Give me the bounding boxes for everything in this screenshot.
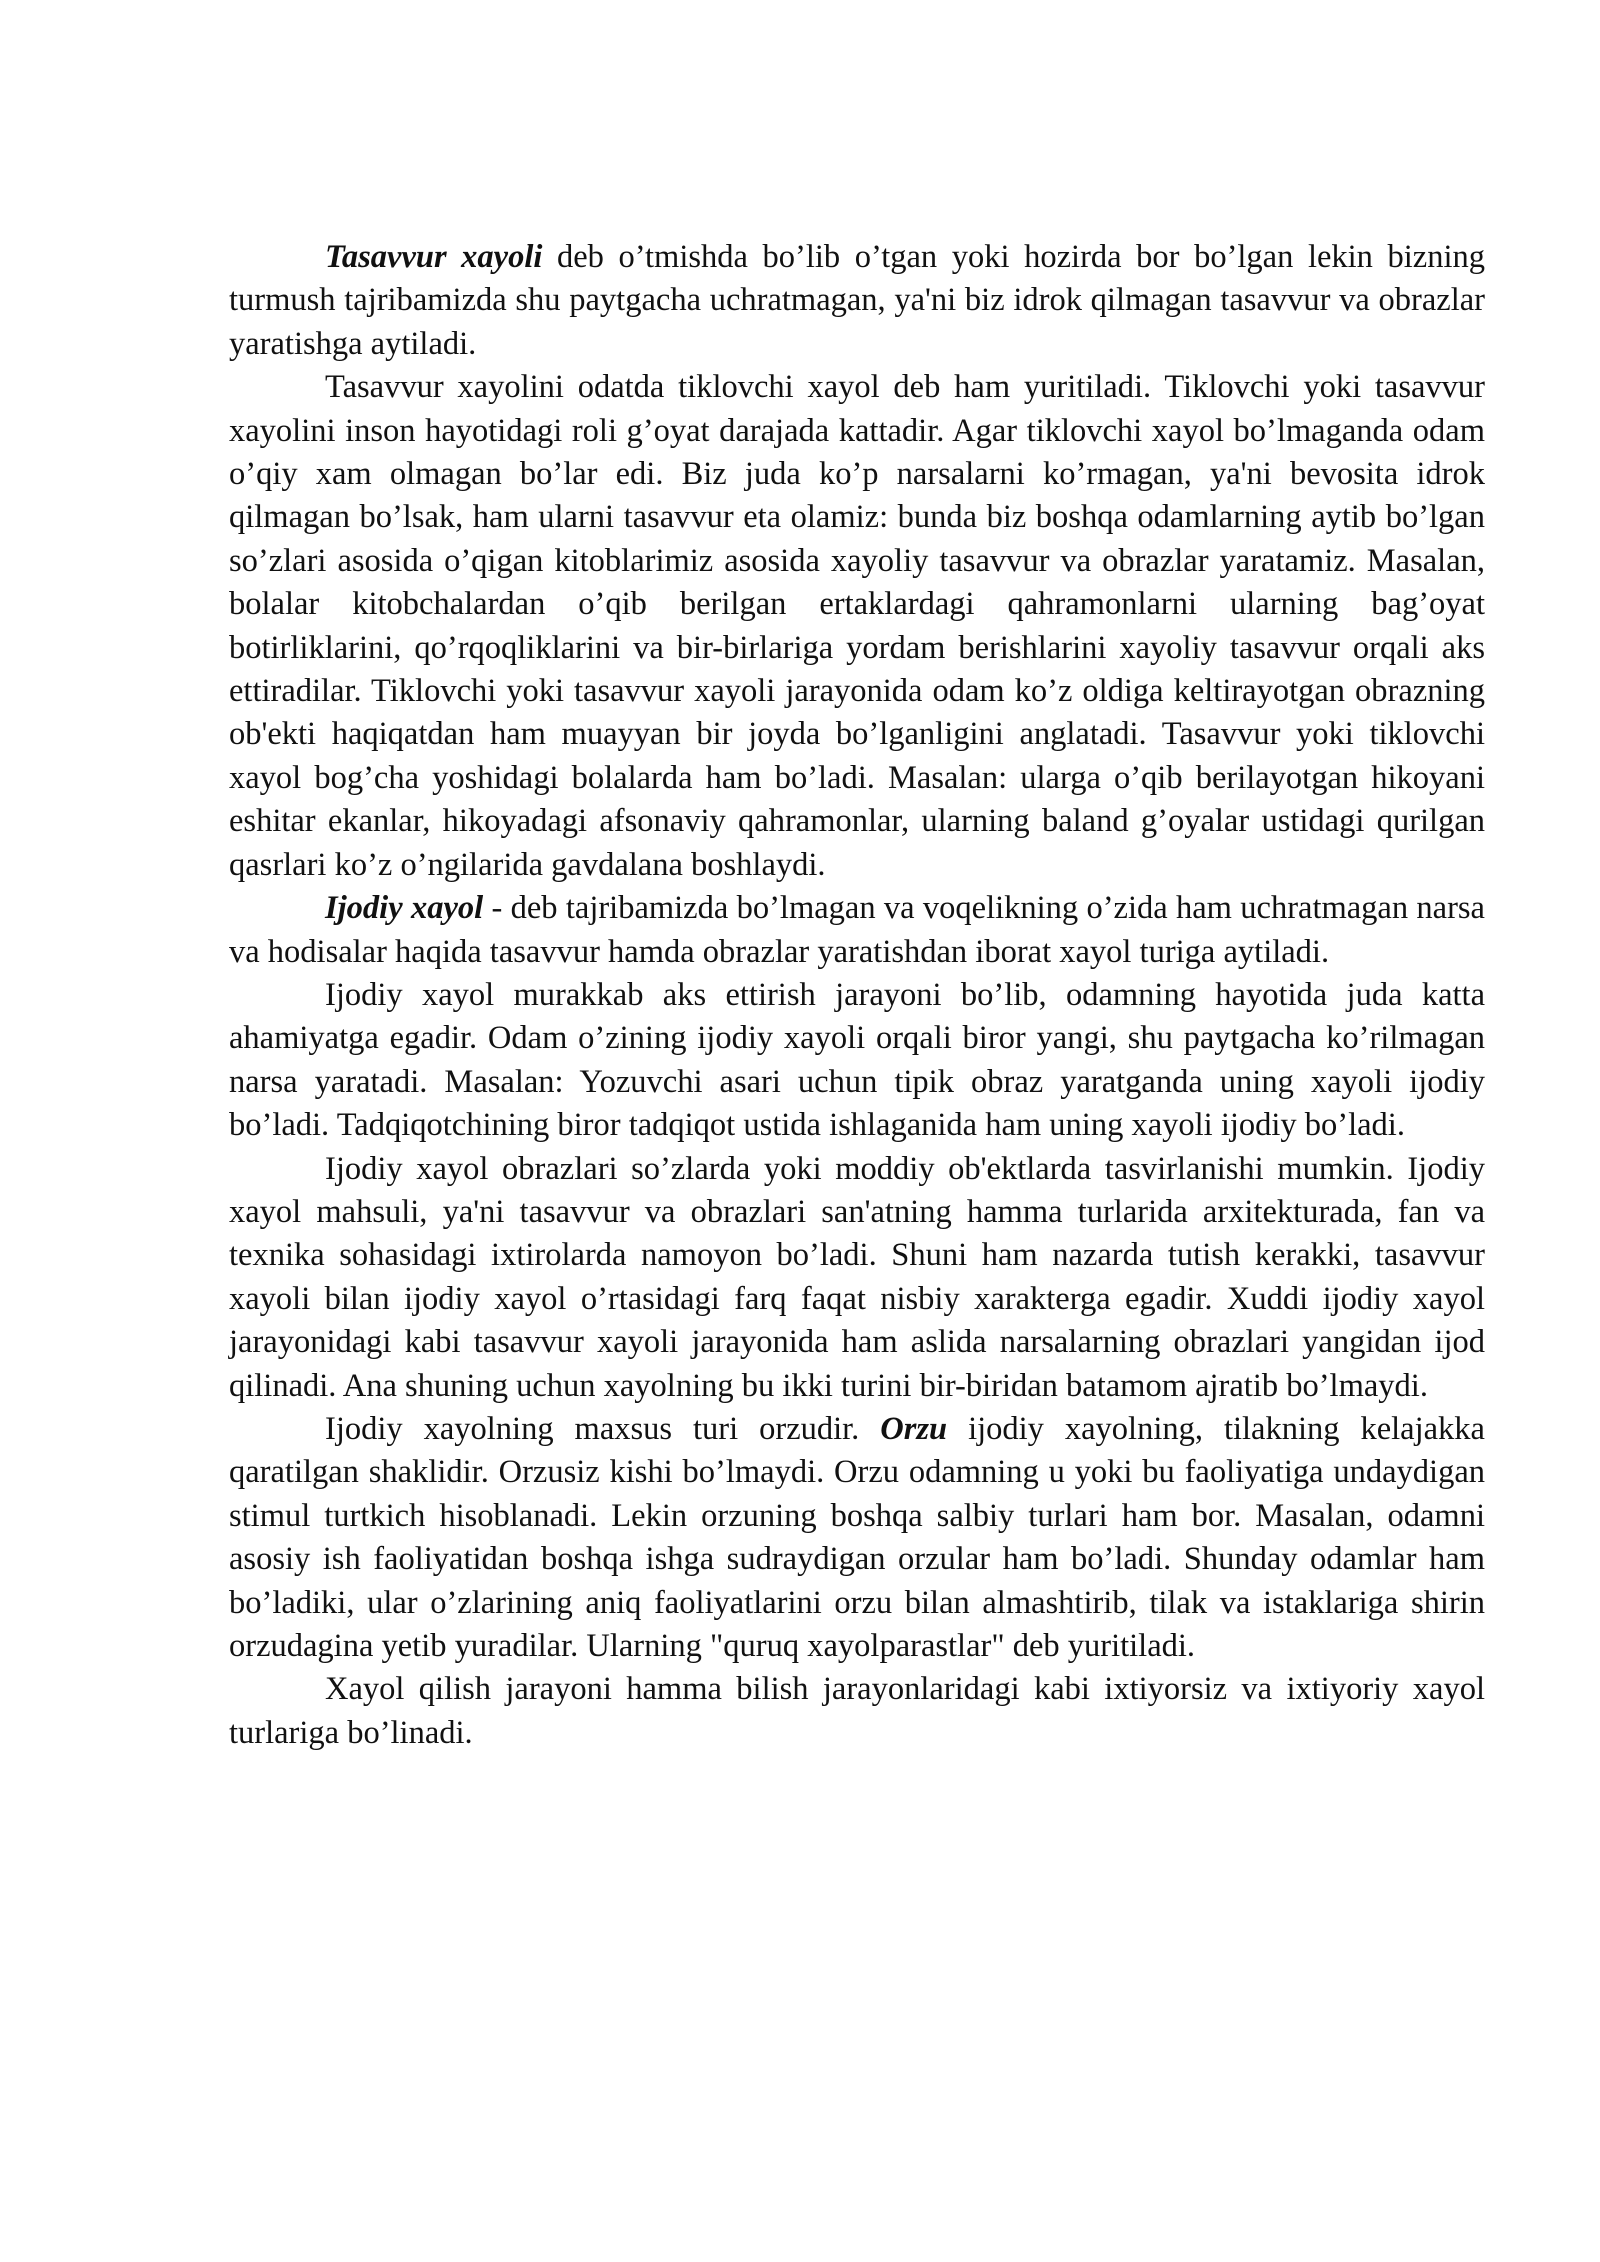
- term-ijodiy-xayol: Ijodiy xayol: [325, 890, 484, 927]
- paragraph-text: Xayol qilish jarayoni hamma bilish jarayonlaridagi kabi ixtiyorsiz va ixtiyoriy xayol turlariga bo’linadi.: [229, 1671, 1485, 1751]
- paragraph-tasavvur-xayoli: [229, 236, 1485, 366]
- paragraph-tiklovchi-xayol: [229, 366, 1485, 887]
- paragraph-xayol-turlari: [229, 1668, 1485, 1755]
- term-orzu: Orzu: [880, 1410, 948, 1447]
- paragraph-ijodiy-xayol: [229, 887, 1485, 974]
- paragraph-text: - deb tajribamizda bo’lmagan va voqelikning o’zida ham uchratmagan narsa va hodisalar haqida tasavvur hamda obrazlar yaratishdan iborat xayol turiga aytiladi.: [229, 890, 1485, 970]
- paragraph-ijodiy-xayol-obrazlari: [229, 1148, 1485, 1408]
- paragraph-text: Tasavvur xayolini odatda tiklovchi xayol deb ham yuritiladi. Tiklovchi yoki tasavvur xayolini inson hayotidagi roli g’oyat darajada kattadir. Agar tiklovchi xayol bo’lmaganda odam o’qiy xam olmagan bo’lar edi. Biz juda ko’p narsalarni ko’rmagan, ya'ni bevosita idrok qilmagan bo’lsak, ham ularni tasavvur eta olamiz: bunda biz boshqa odamlarning aytib bo’lgan so’zlari asosida o’qigan kitoblarimiz asosida xayoliy tasavvur va obrazlar yaratamiz. Masalan, bolalar kitobchalardan o’qib berilgan ertaklardagi qahramonlarni ularning bag’oyat botirliklarini, qo’rqoqliklarini va bir-birlariga yordam berishlarini xayoliy tasavvur orqali aks ettiradilar. Tiklovchi yoki tasavvur xayoli jarayonida odam ko’z oldiga keltirayotgan obrazning ob'ekti haqiqatdan ham muayyan bir joyda bo’lganligini anglatadi. Tasavvur yoki tiklovchi xayol bog’cha yoshidagi bolalarda ham bo’ladi. Masalan: ularga o’qib berilayotgan hikoyani eshitar ekanlar, hikoyadagi afsonaviy qahramonlar, ularning baland g’oyalar ustidagi qurilgan qasrlari ko’z o’ngilarida gavdalana boshlaydi.: [229, 369, 1485, 883]
- term-tasavvur-xayoli: Tasavvur xayoli: [325, 239, 543, 275]
- paragraph-ijodiy-xayol-murakkab: [229, 974, 1485, 1148]
- paragraph-text: Ijodiy xayol obrazlari so’zlarda yoki moddiy ob'ektlarda tasvirlanishi mumkin. Ijodiy xayol mahsuli, ya'ni tasavvur va obrazlari san'atning hamma turlarida arxitekturada, fan va texnika sohasidagi ixtirolarda namoyon bo’ladi. Shuni ham nazarda tutish kerakki, tasavvur xayoli bilan ijodiy xayol o’rtasidagi farq faqat nisbiy xarakterga egadir. Xuddi ijodiy xayol jarayonidagi kabi tasavvur xayoli jarayonida ham aslida narsalarning obrazlari yangidan ijod qilinadi. Ana shuning uchun xayolning bu ikki turini bir-biridan batamom ajratib bo’lmaydi.: [229, 1150, 1485, 1404]
- paragraph-text: Ijodiy xayol murakkab aks ettirish jarayoni bo’lib, odamning hayotida juda katta ahamiyatga egadir. Odam o’zining ijodiy xayoli orqali biror yangi, shu paytgacha ko’rilmagan narsa yaratadi. Masalan: Yozuvchi asari uchun tipik obraz yaratganda uning xayoli ijodiy bo’ladi. Tadqiqotchining biror tadqiqot ustida ishlaganida ham uning xayoli ijodiy bo’ladi.: [229, 976, 1485, 1144]
- paragraph-text: deb o’tmishda bo’lib o’tgan yoki hozirda bor bo’lgan lekin bizning turmush tajribamizda shu paytgacha uchratmagan, ya'ni biz idrok qilmagan tasavvur va obrazlar yaratishga aytiladi.: [229, 239, 1485, 362]
- paragraph-text: ijodiy xayolning, tilakning kelajakka qaratilgan shaklidir. Orzusiz kishi bo’lmaydi. Orzu odamning u yoki bu faoliyatiga undaydigan stimul turtkich hisoblanadi. Lekin orzuning boshqa salbiy turlari ham bor. Masalan, odamni asosiy ish faoliyatidan boshqa ishga sudraydigan orzular ham bo’ladi. Shunday odamlar ham bo’ladiki, ular o’zlarining aniq faoliyatlarini orzu bilan almashtirib, tilak va istaklariga shirin orzudagina yetib yuradilar. Ularning "quruq xayolparastlar" deb yuritiladi.: [229, 1410, 1485, 1664]
- document-page: [229, 236, 1485, 1755]
- paragraph-orzu: [229, 1408, 1485, 1668]
- paragraph-text-before: Ijodiy xayolning maxsus turi orzudir.: [325, 1410, 881, 1447]
